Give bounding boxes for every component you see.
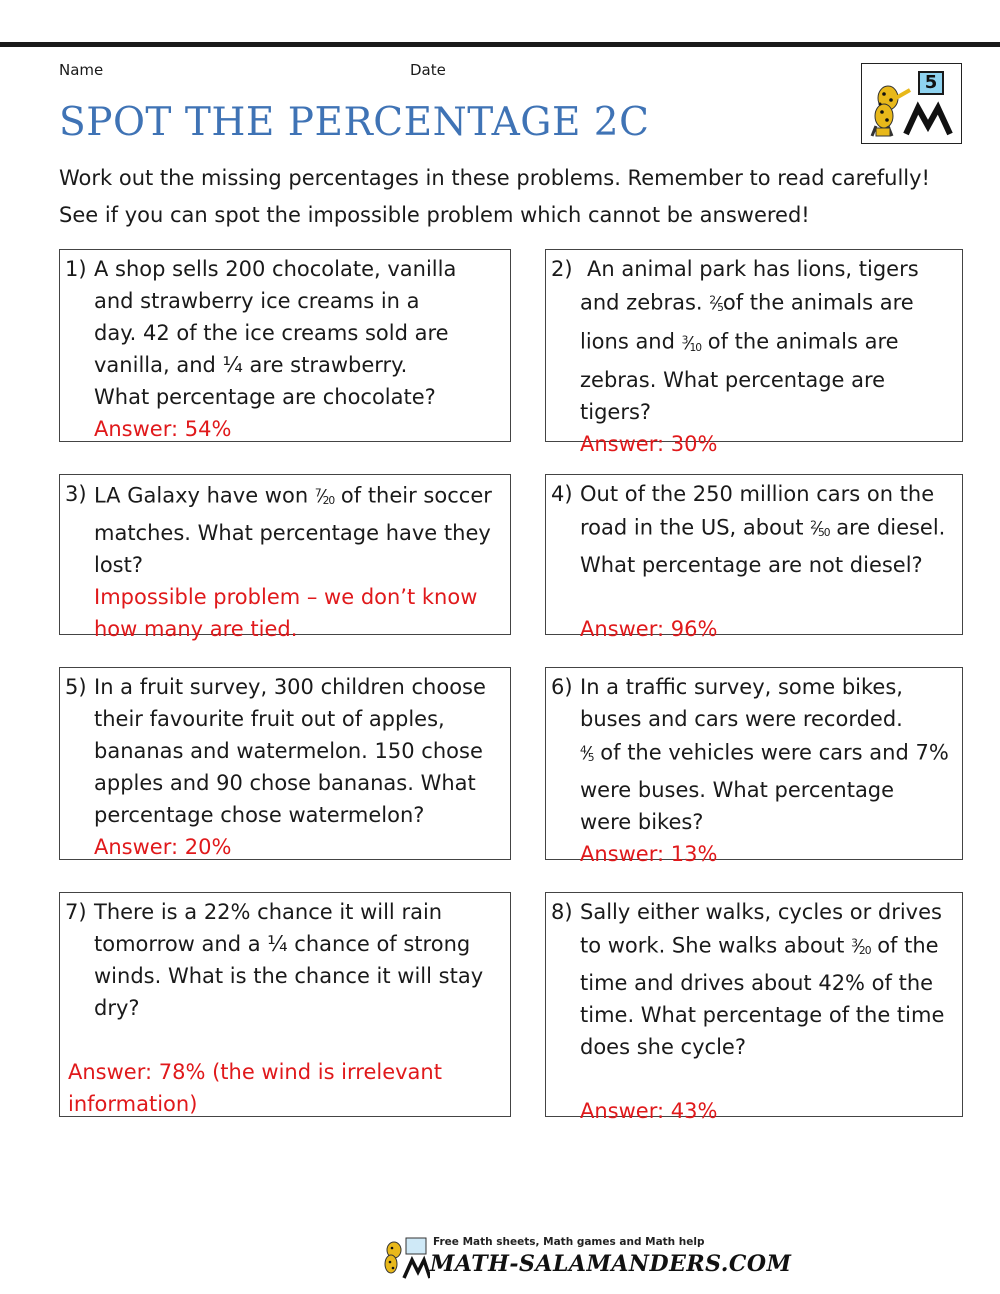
- problem-text: [580, 896, 954, 1127]
- problem-line: does she cycle?: [580, 1035, 746, 1060]
- problem-line: $^4⁄_5$ of the vehicles were cars and 7%: [580, 740, 949, 765]
- problem-line: road in the US, about $^2⁄_{50}$ are diesel.: [580, 515, 946, 540]
- fraction: $^3⁄_{10}$: [681, 332, 702, 354]
- answer: Answer: 20%: [94, 835, 232, 859]
- problem-number: 8): [551, 900, 573, 924]
- problem-line: and zebras. $^2⁄_5of$ the animals are: [580, 290, 914, 315]
- problem-card-3: [59, 474, 511, 642]
- fraction: $^2⁄_{50}$: [810, 518, 830, 540]
- problem-number: 5): [65, 675, 87, 699]
- problem-line: dry?: [94, 996, 140, 1020]
- problem-text: [94, 671, 502, 863]
- problem-card-6: [545, 667, 963, 867]
- answer: Answer: 30%: [580, 431, 718, 456]
- problem-line: There is a 22% chance it will rain: [94, 900, 443, 924]
- problem-line: tigers?: [580, 399, 652, 424]
- problem-card-5: [59, 667, 511, 860]
- problem-line: LA Galaxy have won $^7⁄_{20}$ of their soccer: [94, 483, 492, 508]
- problem-line: to work. She walks about $^3⁄_{20}$ of the: [580, 933, 939, 958]
- problem-line: day. 42 of the ice creams sold are: [94, 321, 449, 345]
- problem-line: lions and $^3⁄_{10}$ of the animals are: [580, 329, 899, 354]
- problem-number: 2): [551, 257, 573, 281]
- problem-text: [580, 478, 954, 645]
- problem-number: 7): [65, 900, 87, 924]
- answer: Answer: 96%: [580, 617, 718, 642]
- problem-text: [580, 253, 954, 460]
- problem-line: Sally either walks, cycles or drives: [580, 900, 942, 924]
- name-label: Name: [59, 61, 104, 79]
- problem-line: were buses. What percentage: [580, 778, 895, 803]
- problem-line: bananas and watermelon. 150 chose: [94, 739, 483, 763]
- instructions: [59, 160, 930, 234]
- problem-line: What percentage are not diesel?: [580, 553, 923, 578]
- problem-line: A shop sells 200 chocolate, vanilla: [94, 257, 457, 281]
- problem-line: Out of the 250 million cars on the: [580, 482, 935, 506]
- problem-line: matches. What percentage have they: [94, 521, 491, 546]
- problem-text: [94, 478, 502, 645]
- answer: Answer: 13%: [580, 842, 718, 867]
- problem-line: What percentage are chocolate?: [94, 385, 436, 409]
- answer: how many are tied.: [94, 617, 298, 642]
- instructions-line-2: See if you can spot the impossible problem which cannot be answered!: [59, 203, 810, 227]
- answer-line: Answer: 78% (the wind is irrelevant: [68, 1060, 442, 1084]
- problem-card-7: [59, 892, 511, 1117]
- problem-line: lost?: [94, 553, 144, 578]
- problem-number: 6): [551, 675, 573, 699]
- fraction: $^2⁄_5$: [709, 293, 723, 315]
- problem-line: In a fruit survey, 300 children choose: [94, 675, 486, 699]
- footer-site-name: MATH-SALAMANDERS.COM: [430, 1251, 792, 1277]
- footer-logo: [378, 1232, 792, 1282]
- problem-text: [580, 671, 954, 870]
- problem-text: [94, 896, 502, 1024]
- problem-card-4: [545, 474, 963, 642]
- answer: Answer: 54%: [94, 417, 232, 441]
- problem-line: and strawberry ice creams in a: [94, 289, 420, 313]
- problem-line: buses and cars were recorded.: [580, 707, 903, 731]
- problem-line: apples and 90 chose bananas. What: [94, 771, 476, 795]
- answer: Impossible problem – we don’t know: [94, 585, 478, 610]
- problem-line: In a traffic survey, some bikes,: [580, 675, 903, 699]
- problem-line: winds. What is the chance it will stay: [94, 964, 484, 988]
- problem-number: 3): [65, 482, 87, 506]
- instructions-line-1: Work out the missing percentages in these problems. Remember to read carefully!: [59, 166, 930, 190]
- answer: Answer: 43%: [580, 1099, 718, 1124]
- problem-number: 1): [65, 257, 87, 281]
- grade-logo: [861, 63, 962, 144]
- problem-line: were bikes?: [580, 810, 704, 835]
- fraction: $^7⁄_{20}$: [314, 486, 335, 508]
- salamander-icon: [378, 1232, 430, 1282]
- page-title: SPOT THE PERCENTAGE 2C: [59, 100, 650, 145]
- problem-line: An animal park has lions, tigers: [587, 257, 919, 281]
- grade-badge: 5: [918, 71, 944, 95]
- date-label: Date: [410, 61, 446, 79]
- problem-line: tomorrow and a ¼ chance of strong: [94, 932, 471, 956]
- problem-line: their favourite fruit out of apples,: [94, 707, 445, 731]
- problem-line: time and drives about 42% of the: [580, 971, 934, 996]
- problem-line: vanilla, and ¼ are strawberry.: [94, 353, 408, 377]
- problem-card-2: [545, 249, 963, 456]
- problem-card-8: [545, 892, 963, 1124]
- problem-line: time. What percentage of the time: [580, 1003, 945, 1028]
- top-rule: [0, 42, 1000, 47]
- footer-tagline: Free Math sheets, Math games and Math help: [433, 1236, 705, 1248]
- answer: [68, 1056, 442, 1120]
- problem-card-1: [59, 249, 511, 442]
- fraction: $^3⁄_{20}$: [851, 936, 871, 958]
- problem-line: percentage chose watermelon?: [94, 803, 425, 827]
- fraction: $^4⁄_5$: [580, 743, 594, 765]
- salamander-logo-icon: [862, 64, 960, 142]
- problem-text: [94, 253, 502, 445]
- problem-line: zebras. What percentage are: [580, 367, 886, 392]
- answer-line: information): [68, 1092, 198, 1116]
- problem-number: 4): [551, 482, 573, 506]
